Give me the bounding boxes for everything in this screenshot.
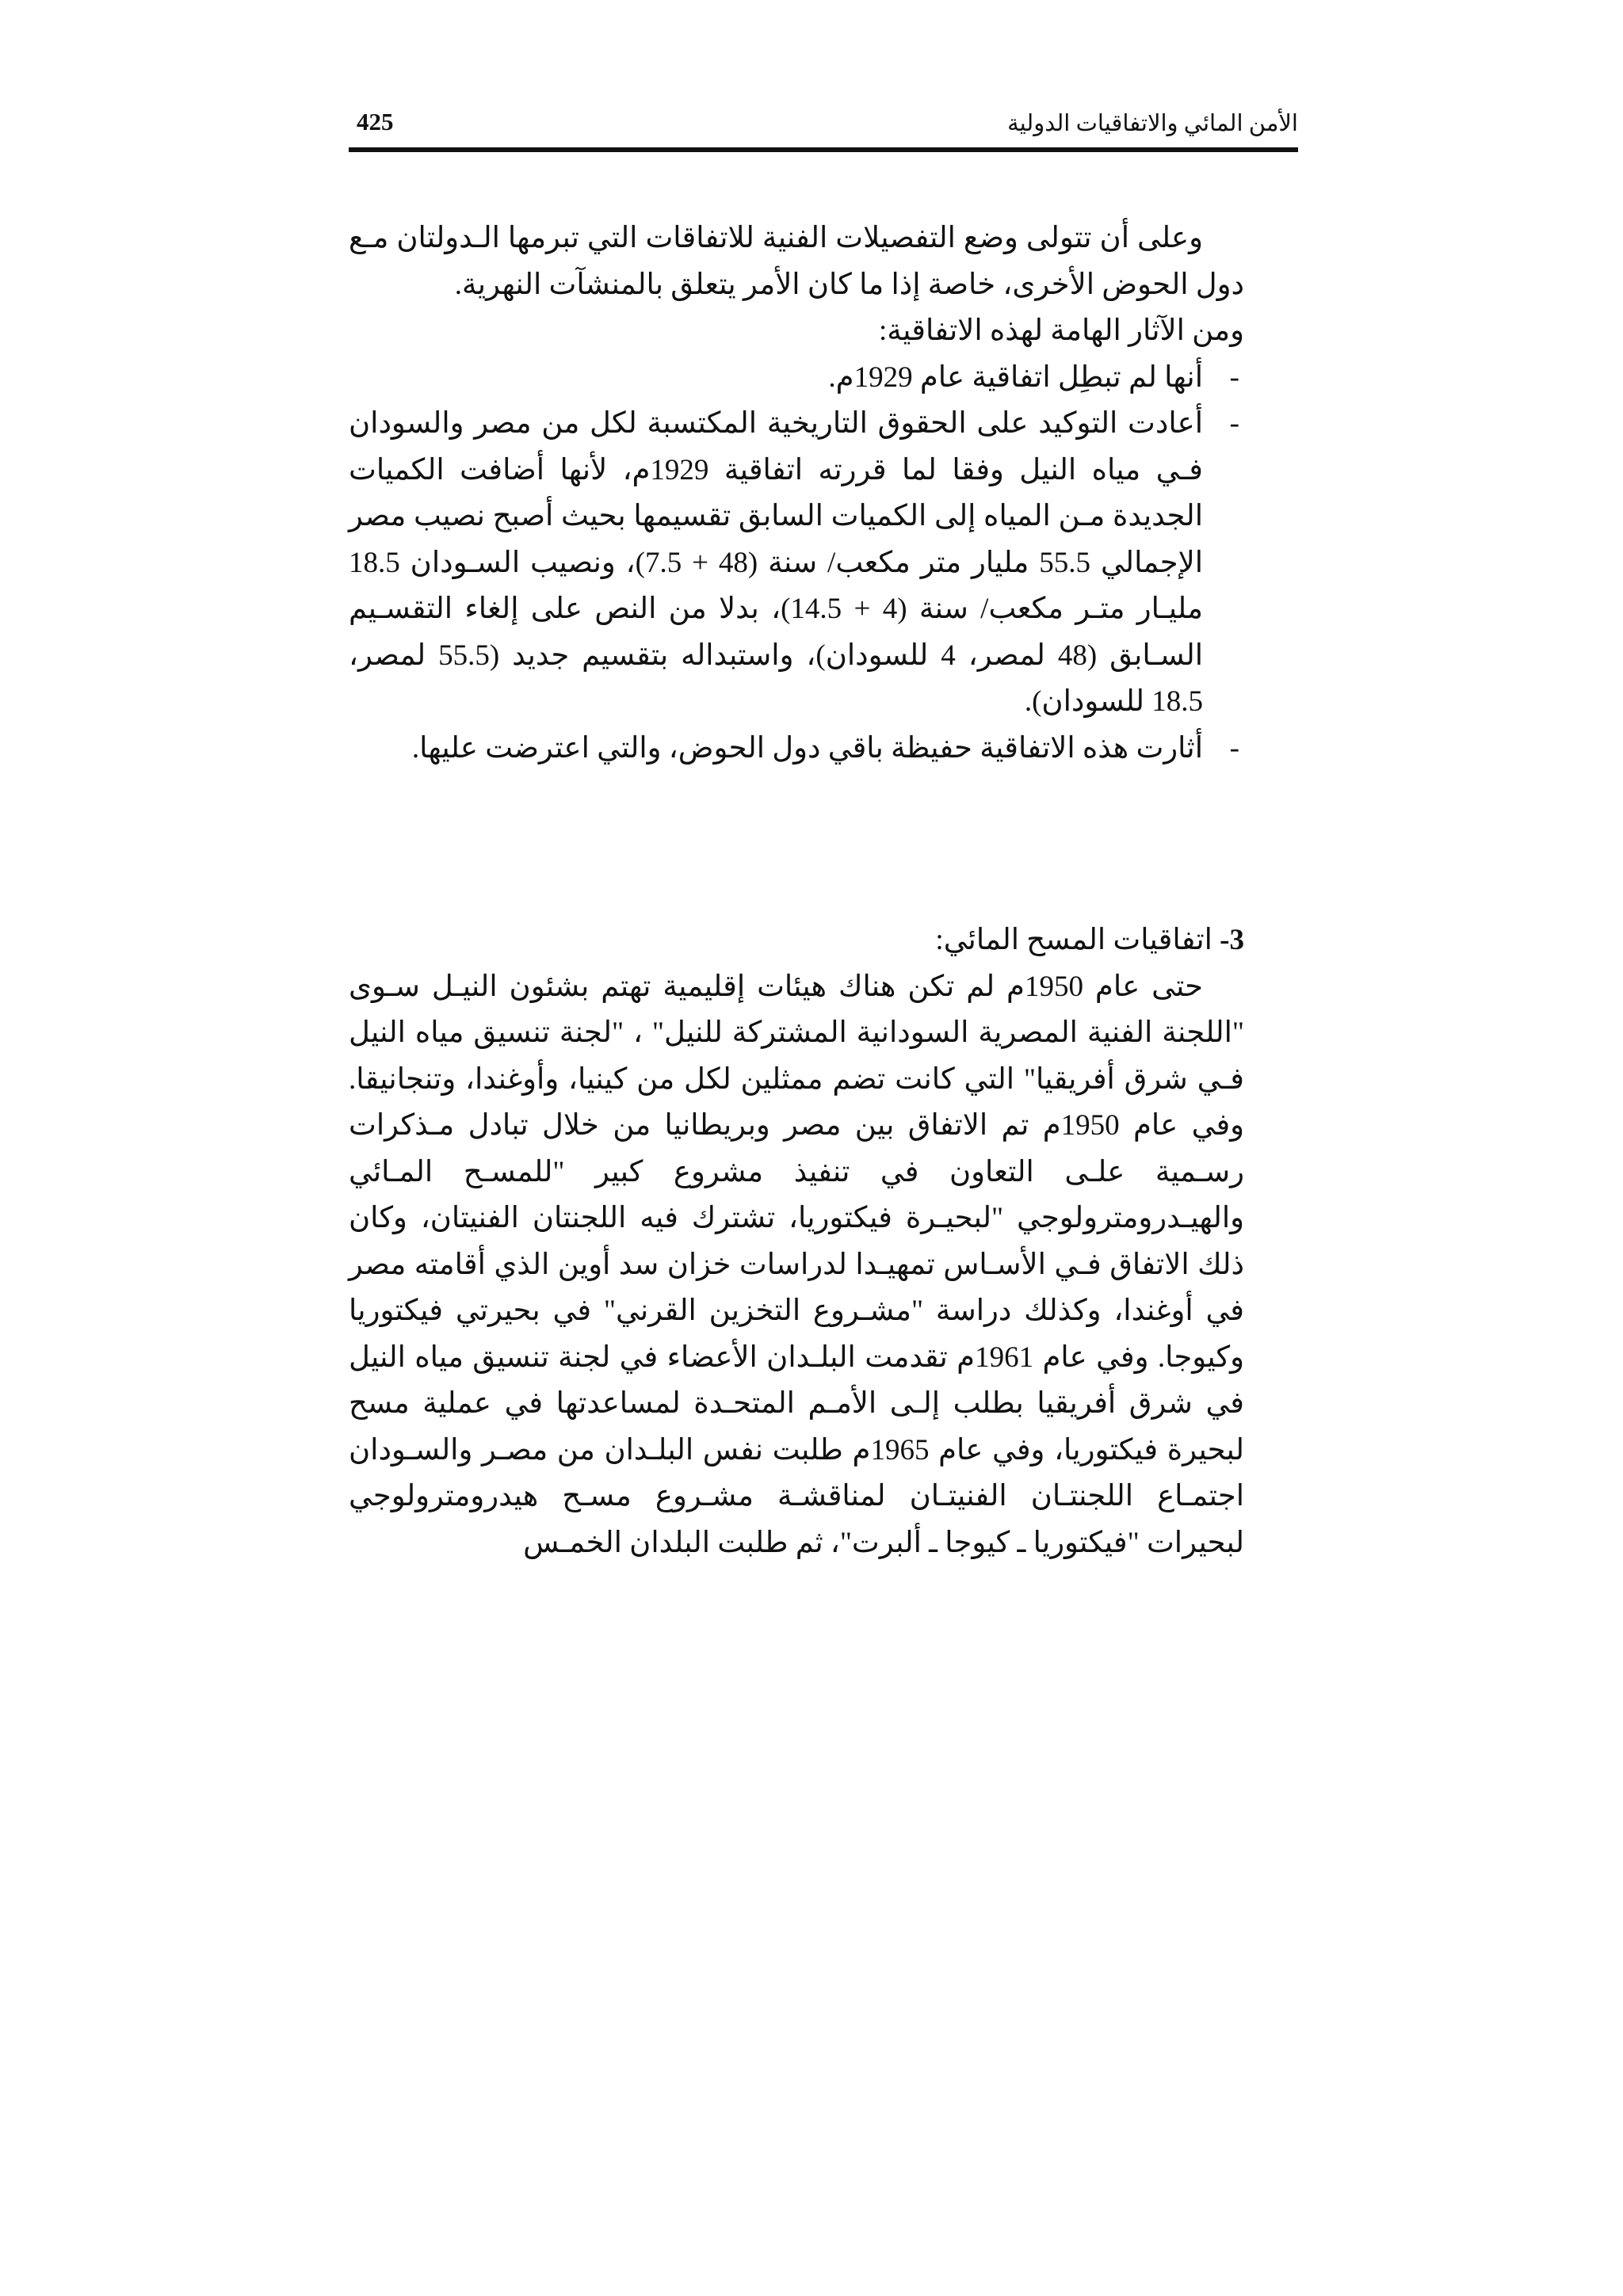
list-item-text: أعادت التوكيد على الحقوق التاريخية المكتسبة لكل من مصر والسودان فـي مياه النيل وفقا لما قررته اتفاقية 1929م، لأنها أضافت الكميات الجديدة مـن المياه إلى الكميات السابق تقسيمها بحيث أصبح نصيب مصر الإجمالي 55.5 مليار متر مكعب/ سنة (48 + 7.5)، ونصيب السـودان 18.5 مليـار متـر مكعب/ سنة (4 + 14.5)، بدلا من النص على إلغاء التقسـيم السـابق (48 لمصر، 4 للسودان)، واستبداله بتقسيم جديد (55.5 لمصر، 18.5 للسودان). — [349, 407, 1204, 718]
list-item-text: أثارت هذه الاتفاقية حفيظة باقي دول الحوض، والتي اعترضت عليها. — [411, 731, 1203, 765]
running-title: الأمن المائي والاتفاقيات الدولية — [1007, 111, 1298, 136]
list-item — [349, 726, 1244, 772]
header-rule — [349, 147, 1298, 152]
bullet-dash: - — [1229, 407, 1239, 440]
bullet-dash: - — [1229, 360, 1239, 394]
bullet-dash: - — [1229, 731, 1239, 765]
paragraph-effects-lead: ومن الآثار الهامة لهذه الاتفاقية: — [879, 315, 1244, 347]
page-header — [349, 101, 1298, 149]
list-item — [349, 401, 1244, 726]
paragraph-intro: وعلى أن تتولى وضع التفصيلات الفنية للاتفاقات التي تبرمها الـدولتان مـع دول الحوض الأخرى، خاصة إذا ما كان الأمر يتعلق بالمنشآت النهرية. — [349, 222, 1244, 301]
page-number: 425 — [357, 108, 394, 135]
body-text-section — [349, 917, 1244, 1566]
section-heading — [349, 917, 1244, 964]
body-text-top — [349, 215, 1244, 772]
paragraph-survey: حتى عام 1950م لم تكن هناك هيئات إقليمية تهتم بشئون النيـل سـوى "اللجنة الفنية المصرية السودانية المشتركة للنيل" ، "لجنة تنسيق مياه النيل فـي شرق أفريقيا" التي كانت تضم ممثلين لكل من كينيا، وأوغندا، وتنجانيقا. وفي عام 1950م تم الاتفاق بين مصر وبريطانيا من خلال تبادل مـذكرات رسـمية علـى التعاون في تنفيذ مشروع كبير "للمسـح المـائي والهيـدرومترولوجي "لبحيـرة فيكتوريا، تشترك فيه اللجنتان الفنيتان، وكان ذلك الاتفاق فـي الأسـاس تمهيـدا لدراسات خزان سد أوين الذي أقامته مصر في أوغندا، وكذلك دراسة "مشـروع التخزين القرني" في بحيرتي فيكتوريا وكيوجا. وفي عام 1961م تقدمت البلـدان الأعضاء في لجنة تنسيق مياه النيل في شرق أفريقيا بطلب إلـى الأمـم المتحـدة لمساعدتها في عملية مسح لبحيرة فيكتوريا، وفي عام 1965م طلبت نفس البلـدان من مصـر والسـودان اجتمـاع اللجنتـان الفنيتـان لمناقشـة مشـروع مسـح هيدرومترولوجي لبحيرات "فيكتوريا ـ كيوجا ـ ألبرت"، ثم طلبت البلدان الخمـس — [349, 970, 1245, 1559]
section-number: 3- — [1220, 924, 1244, 956]
list-item-text: أنها لم تبطِل اتفاقية عام 1929م. — [828, 360, 1203, 394]
effects-list — [349, 355, 1244, 772]
list-item — [349, 355, 1244, 402]
section-title: اتفاقيات المسح المائي: — [935, 924, 1212, 956]
